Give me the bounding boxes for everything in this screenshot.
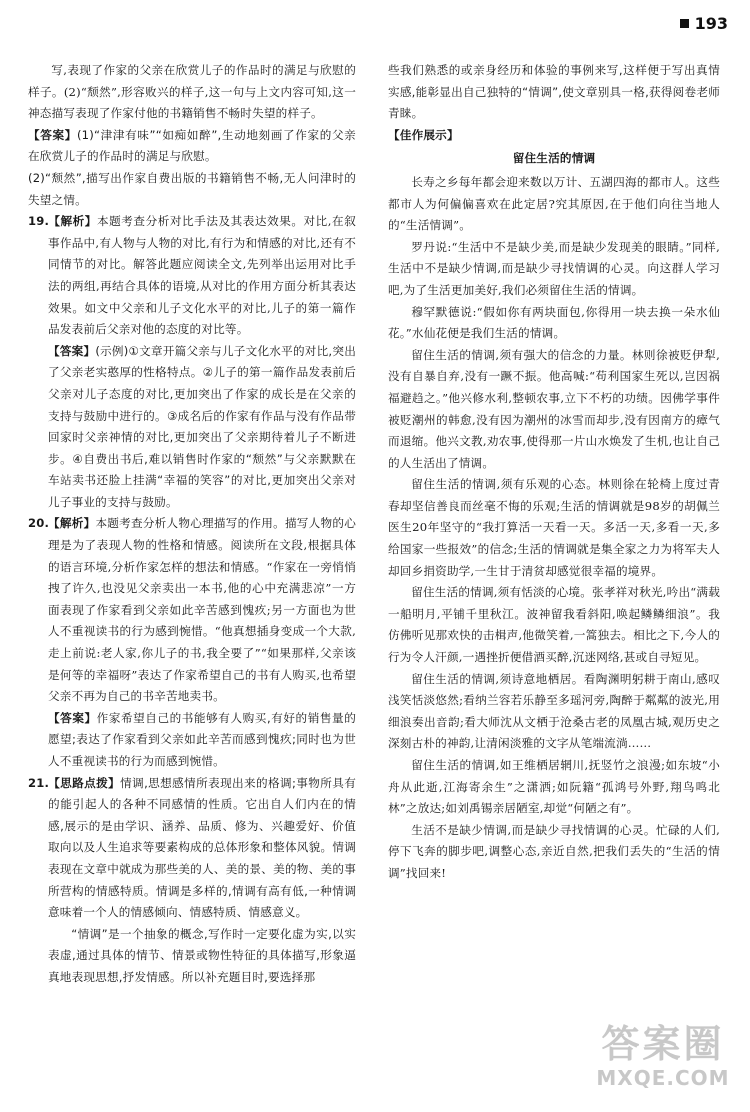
answer-1-tag: 【答案】 bbox=[28, 127, 77, 142]
right-column bbox=[388, 60, 720, 885]
question-19-answer-text: (示例)①文章开篇父亲与儿子文化水平的对比,突出了父亲老实憨厚的性格特点。②儿子的第一篇作品发表前后父亲对儿子态度的对比,更加突出了作家的成长是在父亲的支持与鼓励中进行的。③成名后的作家有作品与没有作品带回家时父亲神情的对比,更加突出了父亲期待着儿子不断进步。④自费出书后,难以销售时作家的“颓然”与父亲默默在车站卖书还脸上挂满“幸福的笑容”的对比,更加突出父亲对儿子事业的支持与鼓励。 bbox=[48, 343, 356, 509]
essay-paragraph: 留住生活的情调,须有恬淡的心境。张孝祥对秋光,吟出“满载一船明月,平铺千里秋江。波神留我看斜阳,唤起鳞鳞细浪”。我仿佛听见那欢快的击楫声,他微笑着,一篙独去。相比之下,今人的行为令人汗颜,一遇挫折便借酒买醉,沉迷网络,甚或自寻短见。 bbox=[388, 585, 720, 665]
essay-paragraph: 长寿之乡每年都会迎来数以万计、五湖四海的都市人。这些都市人为何偏偏喜欢在此定居?究其原因,在于他们向往当地人的“生活情调”。 bbox=[388, 174, 720, 233]
question-21-tag: 【思路点拨】 bbox=[48, 775, 121, 790]
essay-title: 留住生活的情调 bbox=[512, 151, 596, 166]
question-19-tag: 【解析】 bbox=[48, 214, 97, 229]
watermark-url: MXQE.COM bbox=[596, 1066, 730, 1090]
essay-paragraph: 穆罕默德说:“假如你有两块面包,你得用一块去换一朵水仙花。”水仙花便是我们生活的情调。 bbox=[388, 304, 720, 341]
question-21-number: 21. bbox=[28, 775, 50, 790]
essay-paragraph: 留住生活的情调,如王维栖居辋川,抚竖竹之浪漫;如东坡“小舟从此逝,江海寄余生”之潇洒;如阮籍“孤鸿号外野,翔鸟鸣北林”之放达;如刘禹锡亲居陋室,却觉“何陋之有”。 bbox=[388, 758, 720, 816]
question-19-answer-tag: 【答案】 bbox=[48, 343, 96, 358]
essay-paragraph: 留住生活的情调,须诗意地栖居。看陶渊明躬耕于南山,感叹浅笑恬淡悠然;看纳兰容若乐静至多瑶河旁,陶醉于粼粼的波光,用细浪奏出音韵;看大师沈从文栖于沧桑古老的凤凰古城,观历史之深刻古朴的神韵,让清闲淡雅的文字从笔端流淌…… bbox=[388, 671, 720, 751]
answer-1-text: (1)“津津有味”“如痴如醉”,生动地刻画了作家的父亲在欣赏儿子的作品时的满足与欣慰。 bbox=[28, 127, 356, 164]
question-21-paragraph-2: “情调”是一个抽象的概念,写作时一定要化虚为实,以实表虚,通过具体的情节、情景或物性特征的具体描写,形象逼真地表现思想,抒发情感。所以补充题目时,要选择那 bbox=[48, 926, 356, 984]
essay-paragraph: 罗丹说:“生活中不是缺少美,而是缺少发现美的眼睛。”同样,生活中不是缺少情调,而是缺少寻找情调的心灵。向这群人学习吧,为了生活更加美好,我们必须留住生活的情调。 bbox=[388, 239, 720, 297]
question-19-analysis bbox=[28, 211, 356, 341]
page-number bbox=[680, 14, 728, 33]
question-19-text: 本题考查分析对比手法及其表达效果。对比,在叙事作品中,有人物与人物的对比,有行为和情感的对比,还有不同情节的对比。解答此题应阅读全文,先列举出运用对比手法的两组,再结合具体的语境,从对比的作用方面分析其表达效果。如文中父亲和儿子文化水平的对比,儿子的第一篇作品发表前后父亲对他的态度的对比等。 bbox=[48, 214, 356, 337]
question-21-hint bbox=[28, 773, 356, 924]
question-20-number: 20. bbox=[28, 516, 50, 531]
question-20-text: 本题考查分析人物心理描写的作用。描写人物的心理是为了表现人物的性格和情感。阅读所在文段,根据具体的语言环境,分析作家怎样的想法和情感。“作家在一旁悄悄拽了许久,也没见父亲卖出一本书,他的心中充满悲凉”一方面表现了作家看到父亲如此辛苦感到愧疚;另一方面也为世人不重视读书的行为感到惋惜。“他真想插身变成一个大款,走上前说:老人家,你儿子的书,我全要了”“如果那样,父亲该是何等的幸福呀”表达了作家希望自己的书有人购买,也希望父亲不再为自己的书辛苦地卖书。 bbox=[48, 516, 356, 704]
question-20-answer bbox=[28, 708, 356, 773]
page-number-marker-icon bbox=[680, 19, 689, 28]
question-20-tag: 【解析】 bbox=[48, 516, 96, 531]
left-column bbox=[28, 60, 356, 989]
watermark-logo-text: 答案圈 bbox=[601, 1022, 725, 1066]
answer-1-part-2: (2)“颓然”,描写出作家自费出版的书籍销售不畅,无人问津时的失望之情。 bbox=[28, 170, 356, 207]
essay-paragraph: 生活不是缺少情调,而是缺少寻找情调的心灵。忙碌的人们,停下飞奔的脚步吧,调整心态,亲近自然,把我们丢失的“生活的情调”找回来! bbox=[388, 822, 720, 880]
question-20-answer-tag: 【答案】 bbox=[48, 710, 97, 725]
question-20-analysis bbox=[28, 513, 356, 707]
left-paragraph-1: 写,表现了作家的父亲在欣赏儿子的作品时的满足与欣慰的样子。(2)“颓然”,形容败兴的样子,这一句与上文内容可知,这一神态描写表现了作家付他的书籍销售不畅时失望的样子。 bbox=[28, 63, 356, 121]
right-paragraph-1: 些我们熟悉的或亲身经历和体验的事例来写,这样便于写出真情实感,能彰显出自己独特的“情调”,使文章别具一格,获得阅卷老师青睐。 bbox=[388, 63, 720, 121]
answer-1 bbox=[28, 125, 356, 168]
section-tag: 【佳作展示】 bbox=[388, 127, 459, 142]
essay-paragraph: 留住生活的情调,须有强大的信念的力量。林则徐被贬伊犁,没有自暴自弃,没有一蹶不振。他高喊:“苟利国家生死以,岂因祸福避趋之。”他兴修水利,整顿农事,立下不朽的功绩。因佛学事件被贬潮州的韩愈,没有因为潮州的冰雪而却步,没有因南方的瘴气而退缩。他兴文教,劝农事,使得那一片山水焕发了生机,也让自己的人生活出了情调。 bbox=[388, 347, 720, 470]
essay-paragraph: 留住生活的情调,须有乐观的心态。林则徐在轮椅上度过青春却坚信善良而丝毫不悔的乐观;生活的情调就是98岁的胡佩兰医生20年坚守的“我打算活一天看一天。多活一天,多看一天,多给国家一些报效”的信念;生活的情调就是集全家之力为将军夫人却回乡捐资助学,一生甘于清贫却感觉很幸福的境界。 bbox=[388, 477, 720, 578]
question-21-text: 情调,思想感情所表现出来的格调;事物所具有的能引起人的各种不同感情的性质。它出自人们内在的情感,展示的是由学识、涵养、品质、修为、兴趣爱好、价值取向以及人生追求等要素构成的总体形象和整体风貌。情调表现在文章中就成为那些美的人、美的景、美的物、美的事所营构的情感特质。情调是多样的,情调有高有低,一种情调意味着一个人的情感倾向、情感特质、情感意义。 bbox=[48, 775, 357, 920]
question-19-answer bbox=[28, 341, 356, 514]
watermark bbox=[588, 1022, 738, 1104]
page-number-text: 193 bbox=[694, 14, 728, 33]
question-20-answer-text: 作家希望自己的书能够有人购买,有好的销售量的愿望;表达了作家看到父亲如此辛苦而感到愧疚;同时也为世人不重视读书的行为而感到惋惜。 bbox=[48, 710, 356, 768]
question-19-number: 19. bbox=[28, 214, 50, 229]
